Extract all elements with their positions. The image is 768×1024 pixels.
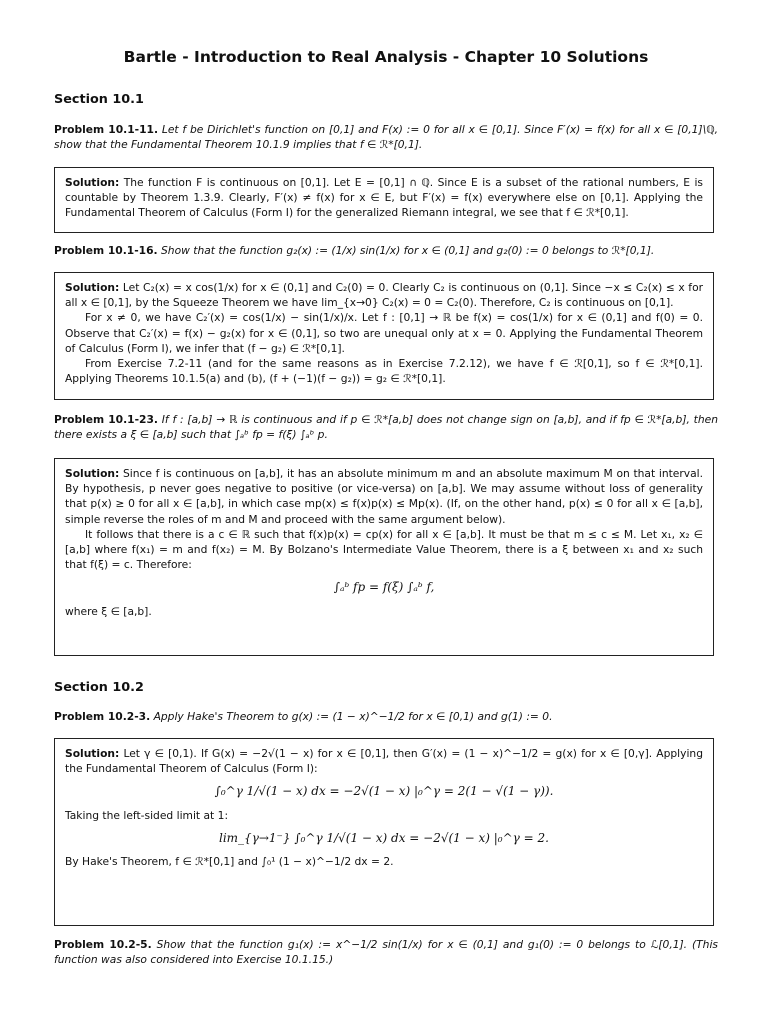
solution-box-10-1-23 bbox=[54, 458, 714, 656]
problem-10-1-16 bbox=[54, 243, 718, 258]
problem-statement: If f : [a,b] → ℝ is continuous and if p ∈ ℛ*[a,b] does not change sign on [a,b], and if fp ∈ ℛ*[a,b], then there exists a ξ ∈ [a,b] such that ∫ₐᵇ fp = f(ξ) ∫ₐᵇ p. bbox=[54, 413, 718, 442]
display-equation: lim_{γ→1⁻} ∫₀^γ 1/√(1 − x) dx = −2√(1 − x) |₀^γ = 2. bbox=[219, 830, 549, 845]
display-equation: ∫ₐᵇ fp = f(ξ) ∫ₐᵇ f, bbox=[333, 580, 435, 595]
problem-label: Problem 10.2-3. bbox=[54, 710, 151, 723]
problem-label: Problem 10.2-5. bbox=[54, 938, 152, 951]
solution-closing: By Hake's Theorem, f ∈ ℛ*[0,1] and ∫₀¹ (1 − x)^−1/2 dx = 2. bbox=[65, 855, 394, 869]
problem-10-1-23 bbox=[54, 412, 718, 442]
solution-label: Solution: bbox=[65, 176, 120, 189]
solution-paragraph: Since f is continuous on [a,b], it has an absolute minimum m and an absolute maximum M on that interval. By hypothesis, p never goes negative to positive (or vice-versa) on [a,b]. We may assume without loss of generality that p(x) ≥ 0 for all x ∈ [a,b], in which case mp(x) ≤ f(x)p(x) ≤ Mp(x). (If, on the other hand, p(x) ≤ 0 for all x ∈ [a,b], simple reverse the roles of m and M and proceed with the same argument below). bbox=[65, 467, 703, 526]
solution-box-10-1-11 bbox=[54, 167, 714, 233]
solution-paragraph: Let C₂(x) = x cos(1/x) for x ∈ (0,1] and C₂(0) = 0. Clearly C₂ is continuous on (0,1]. Since −x ≤ C₂(x) ≤ x for all x ∈ [0,1], by the Squeeze Theorem we have lim_{x→0} C₂(x) = 0 = C₂(0). Therefore, C₂ is continuous on [0,1]. bbox=[65, 281, 703, 310]
solution-box-10-1-16 bbox=[54, 272, 714, 400]
problem-statement: Let f be Dirichlet's function on [0,1] and F(x) := 0 for all x ∈ [0,1]. Since F′(x) = f(x) for all x ∈ [0,1]\ℚ, show that the Fundamental Theorem 10.1.9 implies that f ∈ ℛ*[0,1]. bbox=[54, 123, 719, 152]
document-title: Bartle - Introduction to Real Analysis - Chapter 10 Solutions bbox=[123, 48, 649, 66]
section-heading-10-1: Section 10.1 bbox=[54, 92, 144, 107]
problem-statement: Show that the function g₂(x) := (1/x) sin(1/x) for x ∈ (0,1] and g₂(0) := 0 belongs to ℛ*[0,1]. bbox=[161, 244, 655, 257]
solution-text: Taking the left-sided limit at 1: bbox=[65, 808, 229, 822]
solution-paragraph: For x ≠ 0, we have C₂′(x) = cos(1/x) − sin(1/x)/x. Let f : [0,1] → ℝ be f(x) = cos(1/x) for x ∈ (0,1] and f(0) = 0. Observe that C₂′(x) = f(x) − g₂(x) for x ∈ (0,1], so two are unequal only at x = 0. Applying the Fundamental Theorem of Calculus (Form I), we infer that (f − g₂) ∈ ℛ*[0,1]. bbox=[65, 311, 703, 355]
solution-closing: where ξ ∈ [a,b]. bbox=[65, 604, 152, 618]
solution-paragraph: It follows that there is a c ∈ ℝ such that f(x)p(x) = cp(x) for all x ∈ [a,b]. It must be that m ≤ c ≤ M. Let x₁, x₂ ∈ [a,b] where f(x₁) = m and f(x₂) = M. By Bolzano's Intermediate Value Theorem, there is a ξ between x₁ and x₂ such that f(ξ) = c. Therefore: bbox=[65, 527, 703, 572]
solution-paragraph: The function F is continuous on [0,1]. Let E = [0,1] ∩ ℚ. Since E is a subset of the rational numbers, E is countable by Theorem 1.3.9. Clearly, F′(x) ≠ f(x) for x ∈ E, but F′(x) = f(x) everywhere else on [0,1]. Applying the Fundamental Theorem of Calculus (Form I) for the generalized Riemann integral, we see that f ∈ ℛ*[0,1]. bbox=[65, 176, 703, 220]
problem-statement: Show that the function g₁(x) := x^−1/2 sin(1/x) for x ∈ (0,1] and g₁(0) := 0 belongs to ℒ[0,1]. (This function was also considered into Exercise 10.1.15.) bbox=[54, 938, 718, 967]
solution-label: Solution: bbox=[65, 747, 120, 760]
section-heading-10-2: Section 10.2 bbox=[54, 680, 144, 695]
problem-label: Problem 10.1-11. bbox=[54, 123, 159, 136]
problem-label: Problem 10.1-16. bbox=[54, 244, 158, 257]
problem-label: Problem 10.1-23. bbox=[54, 413, 158, 426]
solution-label: Solution: bbox=[65, 281, 120, 294]
solution-label: Solution: bbox=[65, 467, 120, 480]
solution-box-10-2-3 bbox=[54, 738, 714, 926]
problem-10-2-3 bbox=[54, 709, 718, 724]
problem-10-2-5 bbox=[54, 937, 718, 967]
problem-10-1-11 bbox=[54, 122, 718, 152]
solution-paragraph: Let γ ∈ [0,1). If G(x) = −2√(1 − x) for x ∈ [0,1], then G′(x) = (1 − x)^−1/2 = g(x) for x ∈ [0,γ]. Applying the Fundamental Theorem of Calculus (Form I): bbox=[65, 747, 703, 776]
display-equation: ∫₀^γ 1/√(1 − x) dx = −2√(1 − x) |₀^γ = 2(1 − √(1 − γ)). bbox=[214, 784, 554, 799]
solution-paragraph: From Exercise 7.2-11 (and for the same reasons as in Exercise 7.2.12), we have f ∈ ℛ[0,1], so f ∈ ℛ*[0,1]. Applying Theorems 10.1.5(a) and (b), (f + (−1)(f − g₂)) = g₂ ∈ ℛ*[0,1]. bbox=[65, 357, 703, 386]
problem-statement: Apply Hake's Theorem to g(x) := (1 − x)^−1/2 for x ∈ [0,1) and g(1) := 0. bbox=[153, 710, 553, 723]
